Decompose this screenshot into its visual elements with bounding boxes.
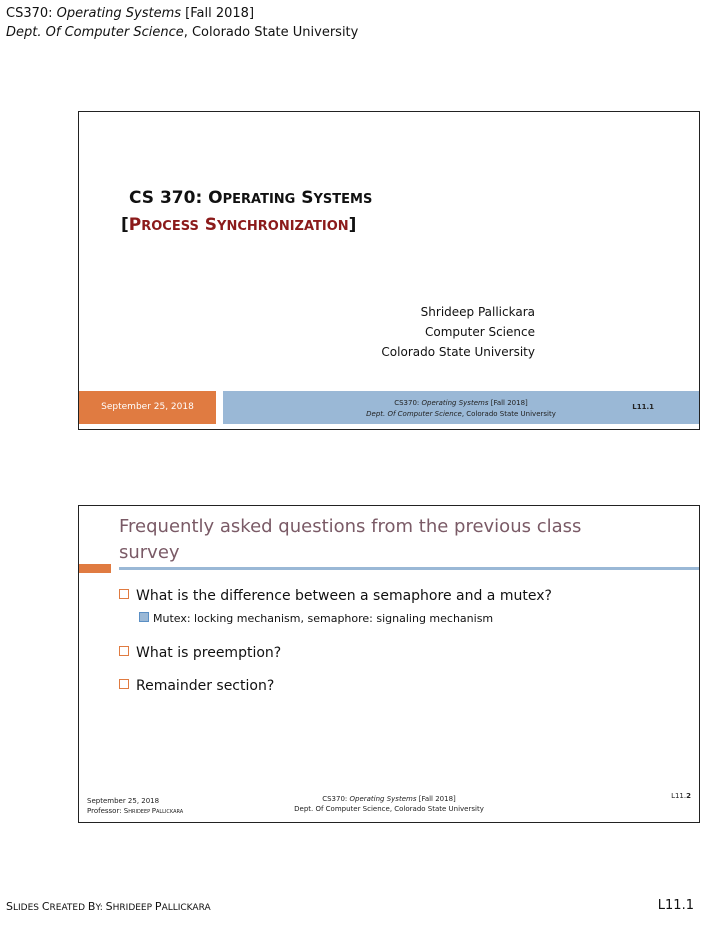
- sub-bullet-icon: [139, 612, 149, 622]
- slide-number: L11.1: [632, 403, 654, 411]
- footer-dept: Dept. Of Computer Science, Colorado State University: [294, 805, 484, 813]
- author-university: Colorado State University: [381, 345, 535, 359]
- footer-professor: Professor: SHRIDEEP PALLICKARA: [87, 807, 184, 815]
- title-underline: [119, 567, 699, 570]
- page-number: L11.1: [657, 898, 694, 913]
- bullet-item: What is the difference between a semaphore and a mutex?: [119, 588, 552, 604]
- slide-1: [78, 111, 700, 430]
- footer-date: September 25, 2018: [79, 391, 216, 424]
- sub-bullet-item: Mutex: locking mechanism, semaphore: signaling mechanism: [139, 612, 493, 625]
- bullet-item: What is preemption?: [119, 645, 281, 661]
- slide-subtitle: [PROCESS SYNCHRONIZATION]: [121, 215, 357, 235]
- slide-number: L11.2: [671, 792, 691, 800]
- author-name: Shrideep Pallickara: [420, 305, 535, 319]
- author-dept: Computer Science: [425, 325, 535, 339]
- footer-dept: Dept. Of Computer Science, Colorado State University: [366, 410, 556, 418]
- bullet-box-icon: [119, 646, 129, 656]
- bullet-box-icon: [119, 679, 129, 689]
- slide-2: [78, 505, 700, 823]
- slide-title: CS 370: OPERATING SYSTEMS: [129, 188, 373, 208]
- footer-date: September 25, 2018: [87, 797, 160, 805]
- page-footer-credit: SLIDES CREATED BY: SHRIDEEP PALLICKARA: [6, 900, 211, 913]
- page-header-course: CS370: Operating Systems [Fall 2018]: [6, 6, 255, 21]
- footer-bar: [223, 391, 699, 424]
- bullet-item: Remainder section?: [119, 678, 274, 694]
- footer-course: CS370: Operating Systems [Fall 2018]: [394, 399, 528, 407]
- footer-course: CS370: Operating Systems [Fall 2018]: [322, 795, 456, 803]
- title-accent-orange: [79, 564, 111, 573]
- bullet-box-icon: [119, 589, 129, 599]
- page-header-dept: Dept. Of Computer Science, Colorado State University: [6, 25, 359, 40]
- slide-title: Frequently asked questions from the previous class survey: [119, 516, 582, 563]
